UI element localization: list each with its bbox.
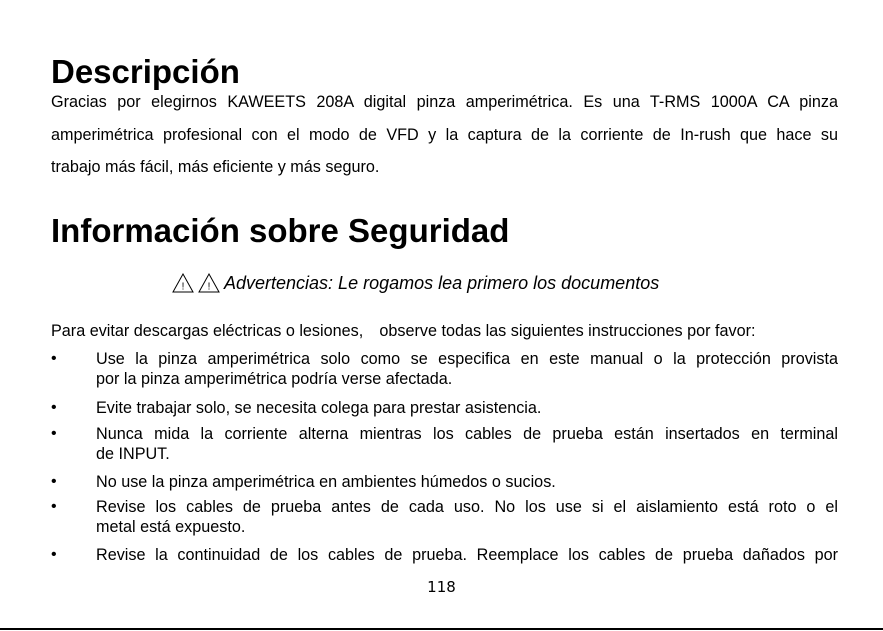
list-item-text	[96, 398, 838, 418]
list-item-line: Nunca mida la corriente alterna mientras los cables de prueba están insertados en terminal	[96, 425, 838, 443]
list-item-line: metal está expuesto.	[96, 518, 246, 536]
list-item-line: Evite trabajar solo, se necesita colega para prestar asistencia.	[96, 399, 542, 417]
list-item-text	[96, 472, 838, 492]
list-item-line: Revise los cables de prueba antes de cada uso. No los use si el aislamiento está roto o el	[96, 498, 838, 516]
bullet-icon: •	[51, 546, 57, 563]
description-line-2: amperimétrica profesional con el modo de VFD y la captura de la corriente de In-rush que hace su	[51, 126, 838, 144]
list-item-line: por la pinza amperimétrica podría verse afectada.	[96, 370, 453, 388]
list-item-text	[96, 349, 838, 389]
page-number: 118	[427, 578, 456, 596]
bullet-icon: •	[51, 350, 57, 367]
warning-triangle-icon	[198, 273, 220, 293]
list-item-text	[96, 545, 838, 565]
list-item-line: Revise la continuidad de los cables de prueba. Reemplace los cables de prueba dañados por	[96, 546, 838, 564]
footer-divider	[0, 628, 883, 630]
bullet-icon: •	[51, 473, 57, 490]
bullet-icon: •	[51, 399, 57, 416]
section-title-seguridad: Información sobre Seguridad	[51, 212, 510, 249]
list-item-line: Use la pinza amperimétrica solo como se especifica en este manual o la protección provista	[96, 350, 838, 368]
list-item-line: de INPUT.	[96, 445, 170, 463]
bullet-icon: •	[51, 498, 57, 515]
svg-text:!: !	[207, 281, 211, 293]
safety-intro: Para evitar descargas eléctricas o lesiones, observe todas las siguientes instrucciones por favor:	[51, 322, 756, 340]
list-item-text	[96, 497, 838, 537]
warning-text: Advertencias: Le rogamos lea primero los documentos	[224, 273, 660, 293]
warning-line	[172, 271, 659, 295]
list-item-text	[96, 424, 838, 464]
bullet-icon: •	[51, 425, 57, 442]
svg-text:!: !	[181, 281, 185, 293]
list-item-line: No use la pinza amperimétrica en ambientes húmedos o sucios.	[96, 473, 556, 491]
description-line-3: trabajo más fácil, más eficiente y más seguro.	[51, 158, 380, 176]
warning-triangle-icon	[172, 273, 194, 293]
description-line-1: Gracias por elegirnos KAWEETS 208A digital pinza amperimétrica. Es una T-RMS 1000A CA pinza	[51, 93, 838, 111]
section-title-descripcion: Descripción	[51, 53, 240, 90]
